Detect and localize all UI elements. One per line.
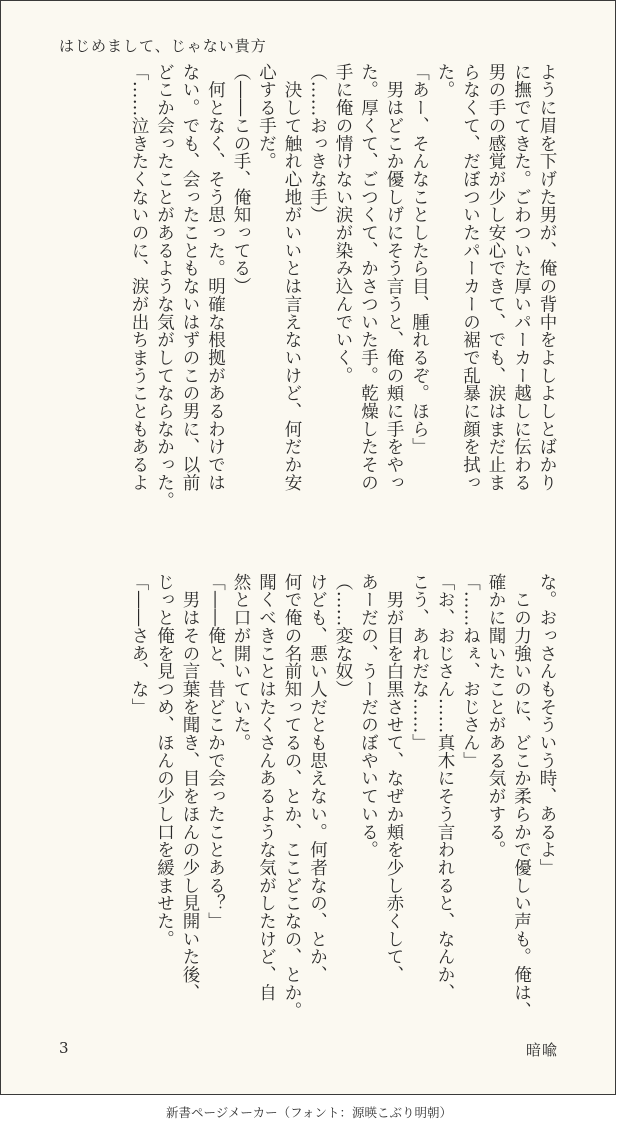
text-line: この力強いのに、どこか柔らかで優しい声も。俺は、 bbox=[511, 573, 532, 1020]
text-line: あーだの、うーだのぼやいている。 bbox=[358, 573, 379, 859]
text-line: 「……泣きたくないのに、涙が出ちまうこともあるよ bbox=[129, 63, 149, 492]
running-title: はじめまして、じゃない貴方 bbox=[59, 37, 267, 55]
text-line: 然と口が開いていた。 bbox=[231, 573, 251, 752]
text-line: 「お、おじさん……真木にそう言われると、なんか、 bbox=[435, 573, 455, 1002]
text-line: に撫でてきた。ごわついた厚いパーカー越しに伝わる bbox=[511, 63, 532, 492]
text-line: た。厚くて、ごつくて、かさついた手。乾燥したその bbox=[358, 63, 379, 492]
text-line: 手に俺の情けない涙が染み込んでいく。 bbox=[333, 63, 353, 385]
book-title: 暗喩 bbox=[525, 1041, 558, 1059]
text-line: 決して触れ心地がいいとは言えないけど、何だか安 bbox=[282, 63, 302, 492]
text-line: ように眉を下げた男が、俺の背中をよしよしとばかり bbox=[537, 63, 557, 492]
text-line: 確かに聞いたことがある気がする。 bbox=[486, 573, 506, 859]
text-line: （――この手、俺知ってる） bbox=[231, 63, 251, 296]
text-line: 「あー、そんなことしたら目、腫れるぞ。ほら」 bbox=[409, 63, 430, 456]
text-line: 「――俺と、昔どこかで会ったことある？」 bbox=[205, 573, 226, 930]
text-line: な。おっさんもそういう時、あるよ」 bbox=[537, 573, 557, 877]
text-line: どこか会ったことがあるような気がしてならなかった。 bbox=[154, 63, 175, 510]
text-line: けども、悪い人だとも思えない。何者なの、とか、 bbox=[307, 573, 328, 984]
text-block-lower bbox=[61, 573, 559, 1029]
text-line: 心する手だ。 bbox=[256, 63, 277, 171]
text-line: こう、あれだな……」 bbox=[409, 573, 430, 752]
generator-credit: 新書ページメーカー（フォント：源暎こぶり明朝） bbox=[165, 1105, 452, 1120]
text-line: じっと俺を見つめ、ほんの少し口を緩ませた。 bbox=[154, 573, 175, 948]
text-line: 「――さあ、な」 bbox=[129, 573, 149, 716]
text-line: 何で俺の名前知ってるの、とか、ここどこなの、とか。 bbox=[282, 573, 302, 1020]
page-number: 3 bbox=[59, 1039, 69, 1057]
text-line: （……おっきな手） bbox=[307, 63, 328, 224]
text-block-upper bbox=[61, 63, 559, 519]
text-line: らなくて、だぼついたパーカーの裾で乱暴に顔を拭っ bbox=[460, 63, 481, 492]
text-line: 何となく、そう思った。明確な根拠があるわけでは bbox=[205, 63, 226, 492]
text-line: （……変な奴） bbox=[333, 573, 353, 698]
text-line: 男はどこか優しげにそう言うと、俺の頬に手をやっ bbox=[384, 63, 404, 492]
text-line: ない。でも、会ったこともないはずのこの男に、以前 bbox=[180, 63, 200, 492]
text-line: た。 bbox=[435, 63, 455, 99]
text-line: 男の手の感覚が少し安心できて、でも、涙はまだ止ま bbox=[486, 63, 506, 492]
text-line: 聞くべきことはたくさんあるような気がしたけど、自 bbox=[256, 573, 277, 1002]
text-line: 男はその言葉を聞き、目をほんの少し見開いた後、 bbox=[180, 573, 200, 1002]
text-line: 「……ねぇ、おじさん」 bbox=[460, 573, 481, 770]
text-line: 男が目を白黒させて、なぜか頬を少し赤くして、 bbox=[384, 573, 404, 984]
